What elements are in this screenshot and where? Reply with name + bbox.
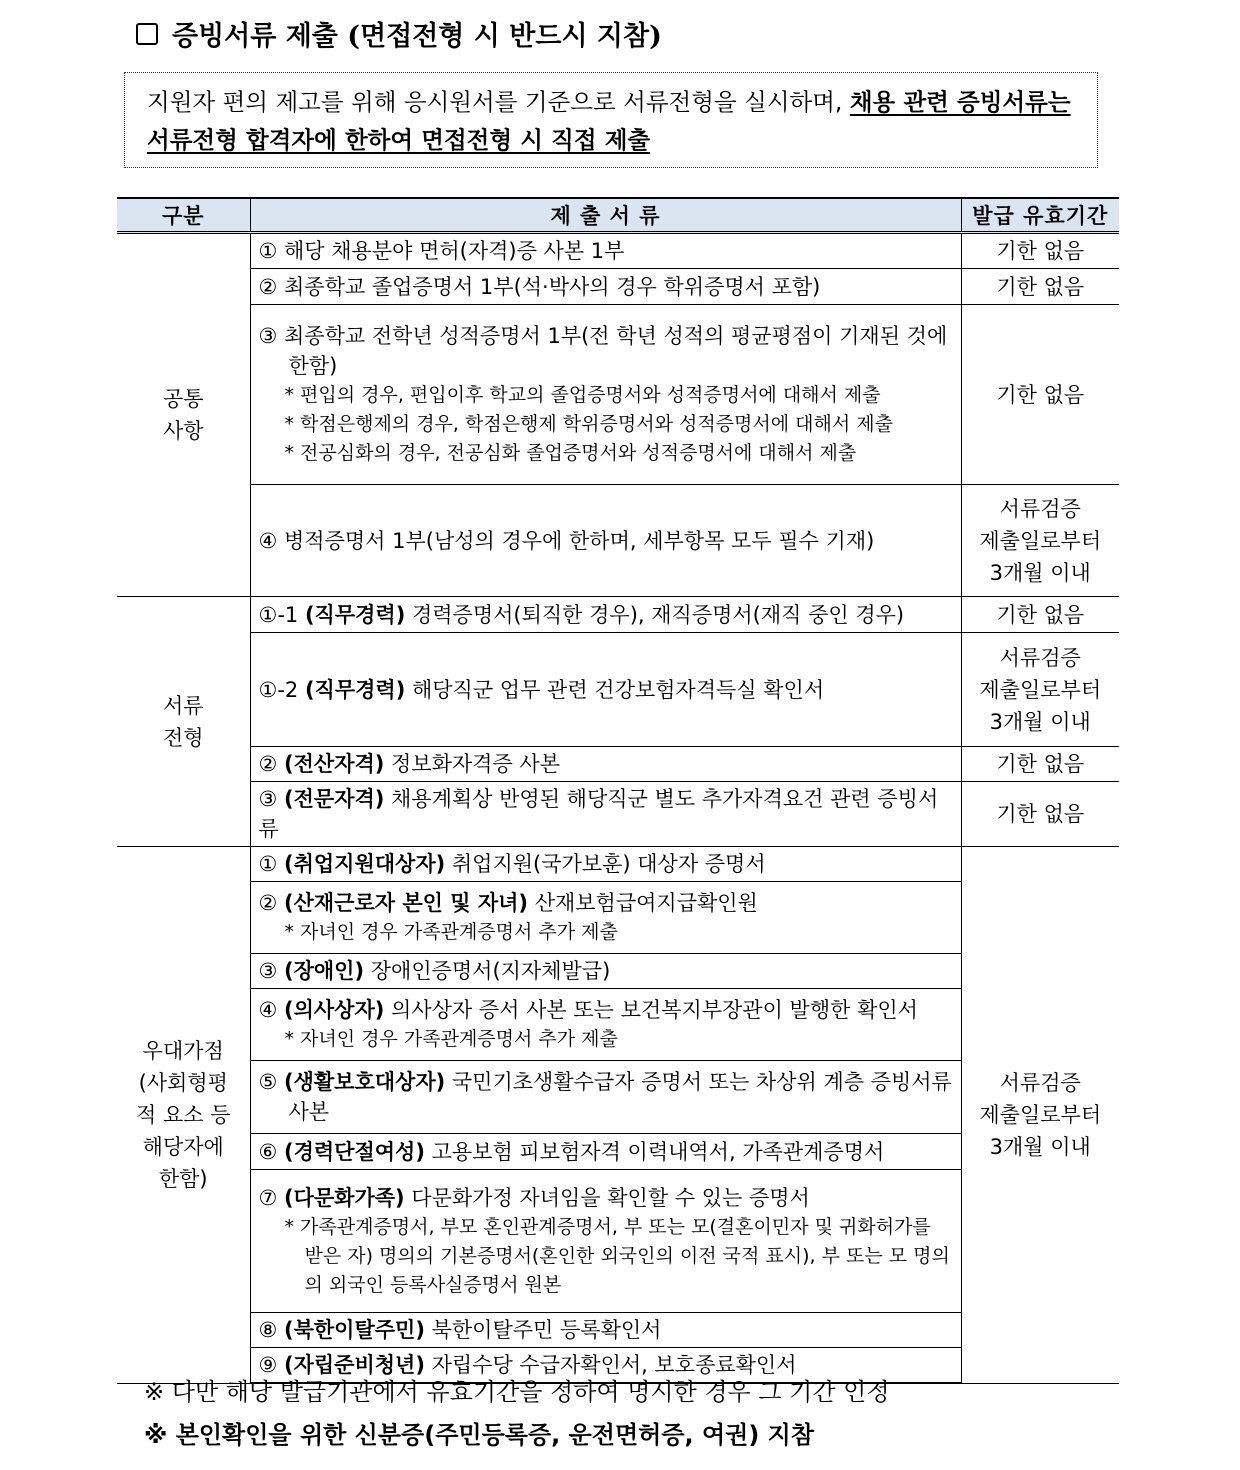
footer-note-validity: ※ 다만 해당 발급기관에서 유효기간을 정하여 명시한 경우 그 기간 인정 [144, 1378, 890, 1406]
notice-text: 지원자 편의 제고를 위해 응시원서를 기준으로 서류전형을 실시하며, [147, 88, 850, 116]
document-cell: ⑦ (다문화가족) 다문화가정 자녀임을 확인할 수 있는 증명서 * 가족관계증명서, 부모 혼인관계증명서, 부 또는 모(결혼이민자 및 귀화허가를 받은 자) 명의의 기본증명서(혼인한 외국인의 이전 국적 표시), 부 또는 모 명의의 외국인 등록사실증명서 원본 [250, 1170, 961, 1313]
table-row [117, 485, 1119, 597]
document-cell: ① 해당 채용분야 면허(자격)증 사본 1부 [250, 233, 961, 269]
document-cell: ⑥ (경력단절여성) 고용보험 피보험자격 이력내역서, 가족관계증명서 [250, 1134, 961, 1170]
table-row [117, 269, 1119, 305]
header-validity: 발급 유효기간 [961, 198, 1119, 233]
document-cell: ② 최종학교 졸업증명서 1부(석·박사의 경우 학위증명서 포함) [250, 269, 961, 305]
category-common: 공통 사항 [117, 233, 250, 597]
table-header-row [117, 198, 1119, 233]
section-title [136, 14, 662, 53]
validity-cell: 기한 없음 [961, 597, 1119, 633]
validity-cell: 서류검증 제출일로부터 3개월 이내 [961, 485, 1119, 597]
table-row [117, 233, 1119, 269]
checkbox-square-icon [136, 23, 158, 45]
document-cell: ⑧ (북한이탈주민) 북한이탈주민 등록확인서 [250, 1313, 961, 1348]
document-cell: ② (전산자격) 정보화자격증 사본 [250, 747, 961, 782]
table-row [117, 633, 1119, 747]
category-screening: 서류 전형 [117, 597, 250, 847]
document-cell: ③ (장애인) 장애인증명서(지자체발급) [250, 954, 961, 989]
document-cell: ③ 최종학교 전학년 성적증명서 1부(전 학년 성적의 평균평점이 기재된 것에 한함) * 편입의 경우, 편입이후 학교의 졸업증명서와 성적증명서에 대해서 제출 * 학점은행제의 경우, 학점은행제 학위증명서와 성적증명서에 대해서 제출 * 전공심화의 경우, 전공심화 졸업증명서와 성적증명서에 대해서 제출 [250, 305, 961, 485]
validity-cell: 기한 없음 [961, 305, 1119, 485]
document-cell: ③ (전문자격) 채용계획상 반영된 해당직군 별도 추가자격요건 관련 증빙서류 [250, 782, 961, 847]
validity-cell: 서류검증 제출일로부터 3개월 이내 [961, 847, 1119, 1384]
document-cell: ④ (의사상자) 의사상자 증서 사본 또는 보건복지부장관이 발행한 확인서 * 자녀인 경우 가족관계증명서 추가 제출 [250, 989, 961, 1061]
documents-table [117, 197, 1119, 1384]
validity-cell: 서류검증 제출일로부터 3개월 이내 [961, 633, 1119, 747]
validity-cell: 기한 없음 [961, 269, 1119, 305]
notice-box [124, 72, 1098, 168]
validity-cell: 기한 없음 [961, 233, 1119, 269]
section-title-text: 증빙서류 제출 (면접전형 시 반드시 지참) [172, 21, 662, 52]
document-cell: ② (산재근로자 본인 및 자녀) 산재보험급여지급확인원 * 자녀인 경우 가족관계증명서 추가 제출 [250, 882, 961, 954]
notice-highlight: 채용 관련 증빙서류는 서류전형 합격자에 한하여 면접전형 시 직접 제출 [147, 88, 1071, 154]
validity-cell: 기한 없음 [961, 747, 1119, 782]
document-cell: ① (취업지원대상자) 취업지원(국가보훈) 대상자 증명서 [250, 847, 961, 882]
document-cell: ④ 병적증명서 1부(남성의 경우에 한하며, 세부항목 모두 필수 기재) [250, 485, 961, 597]
table-row [117, 305, 1119, 485]
document-cell: ⑨ (자립준비청년) 자립수당 수급자확인서, 보호종료확인서 [250, 1348, 961, 1384]
category-preference: 우대가점 (사회형평 적 요소 등 해당자에 한함) [117, 847, 250, 1384]
document-cell: ①-1 (직무경력) 경력증명서(퇴직한 경우), 재직증명서(재직 중인 경우) [250, 597, 961, 633]
document-cell: ①-2 (직무경력) 해당직군 업무 관련 건강보험자격득실 확인서 [250, 633, 961, 747]
footer-note-id: ※ 본인확인을 위한 신분증(주민등록증, 운전면허증, 여권) 지참 [144, 1421, 815, 1449]
table-row [117, 847, 1119, 882]
validity-cell: 기한 없음 [961, 782, 1119, 847]
header-documents: 제 출 서 류 [250, 198, 961, 233]
document-cell: ⑤ (생활보호대상자) 국민기초생활수급자 증명서 또는 차상위 계층 증빙서류 사본 [250, 1061, 961, 1134]
table-row [117, 782, 1119, 847]
table-row [117, 747, 1119, 782]
table-row [117, 597, 1119, 633]
header-category: 구분 [117, 198, 250, 233]
